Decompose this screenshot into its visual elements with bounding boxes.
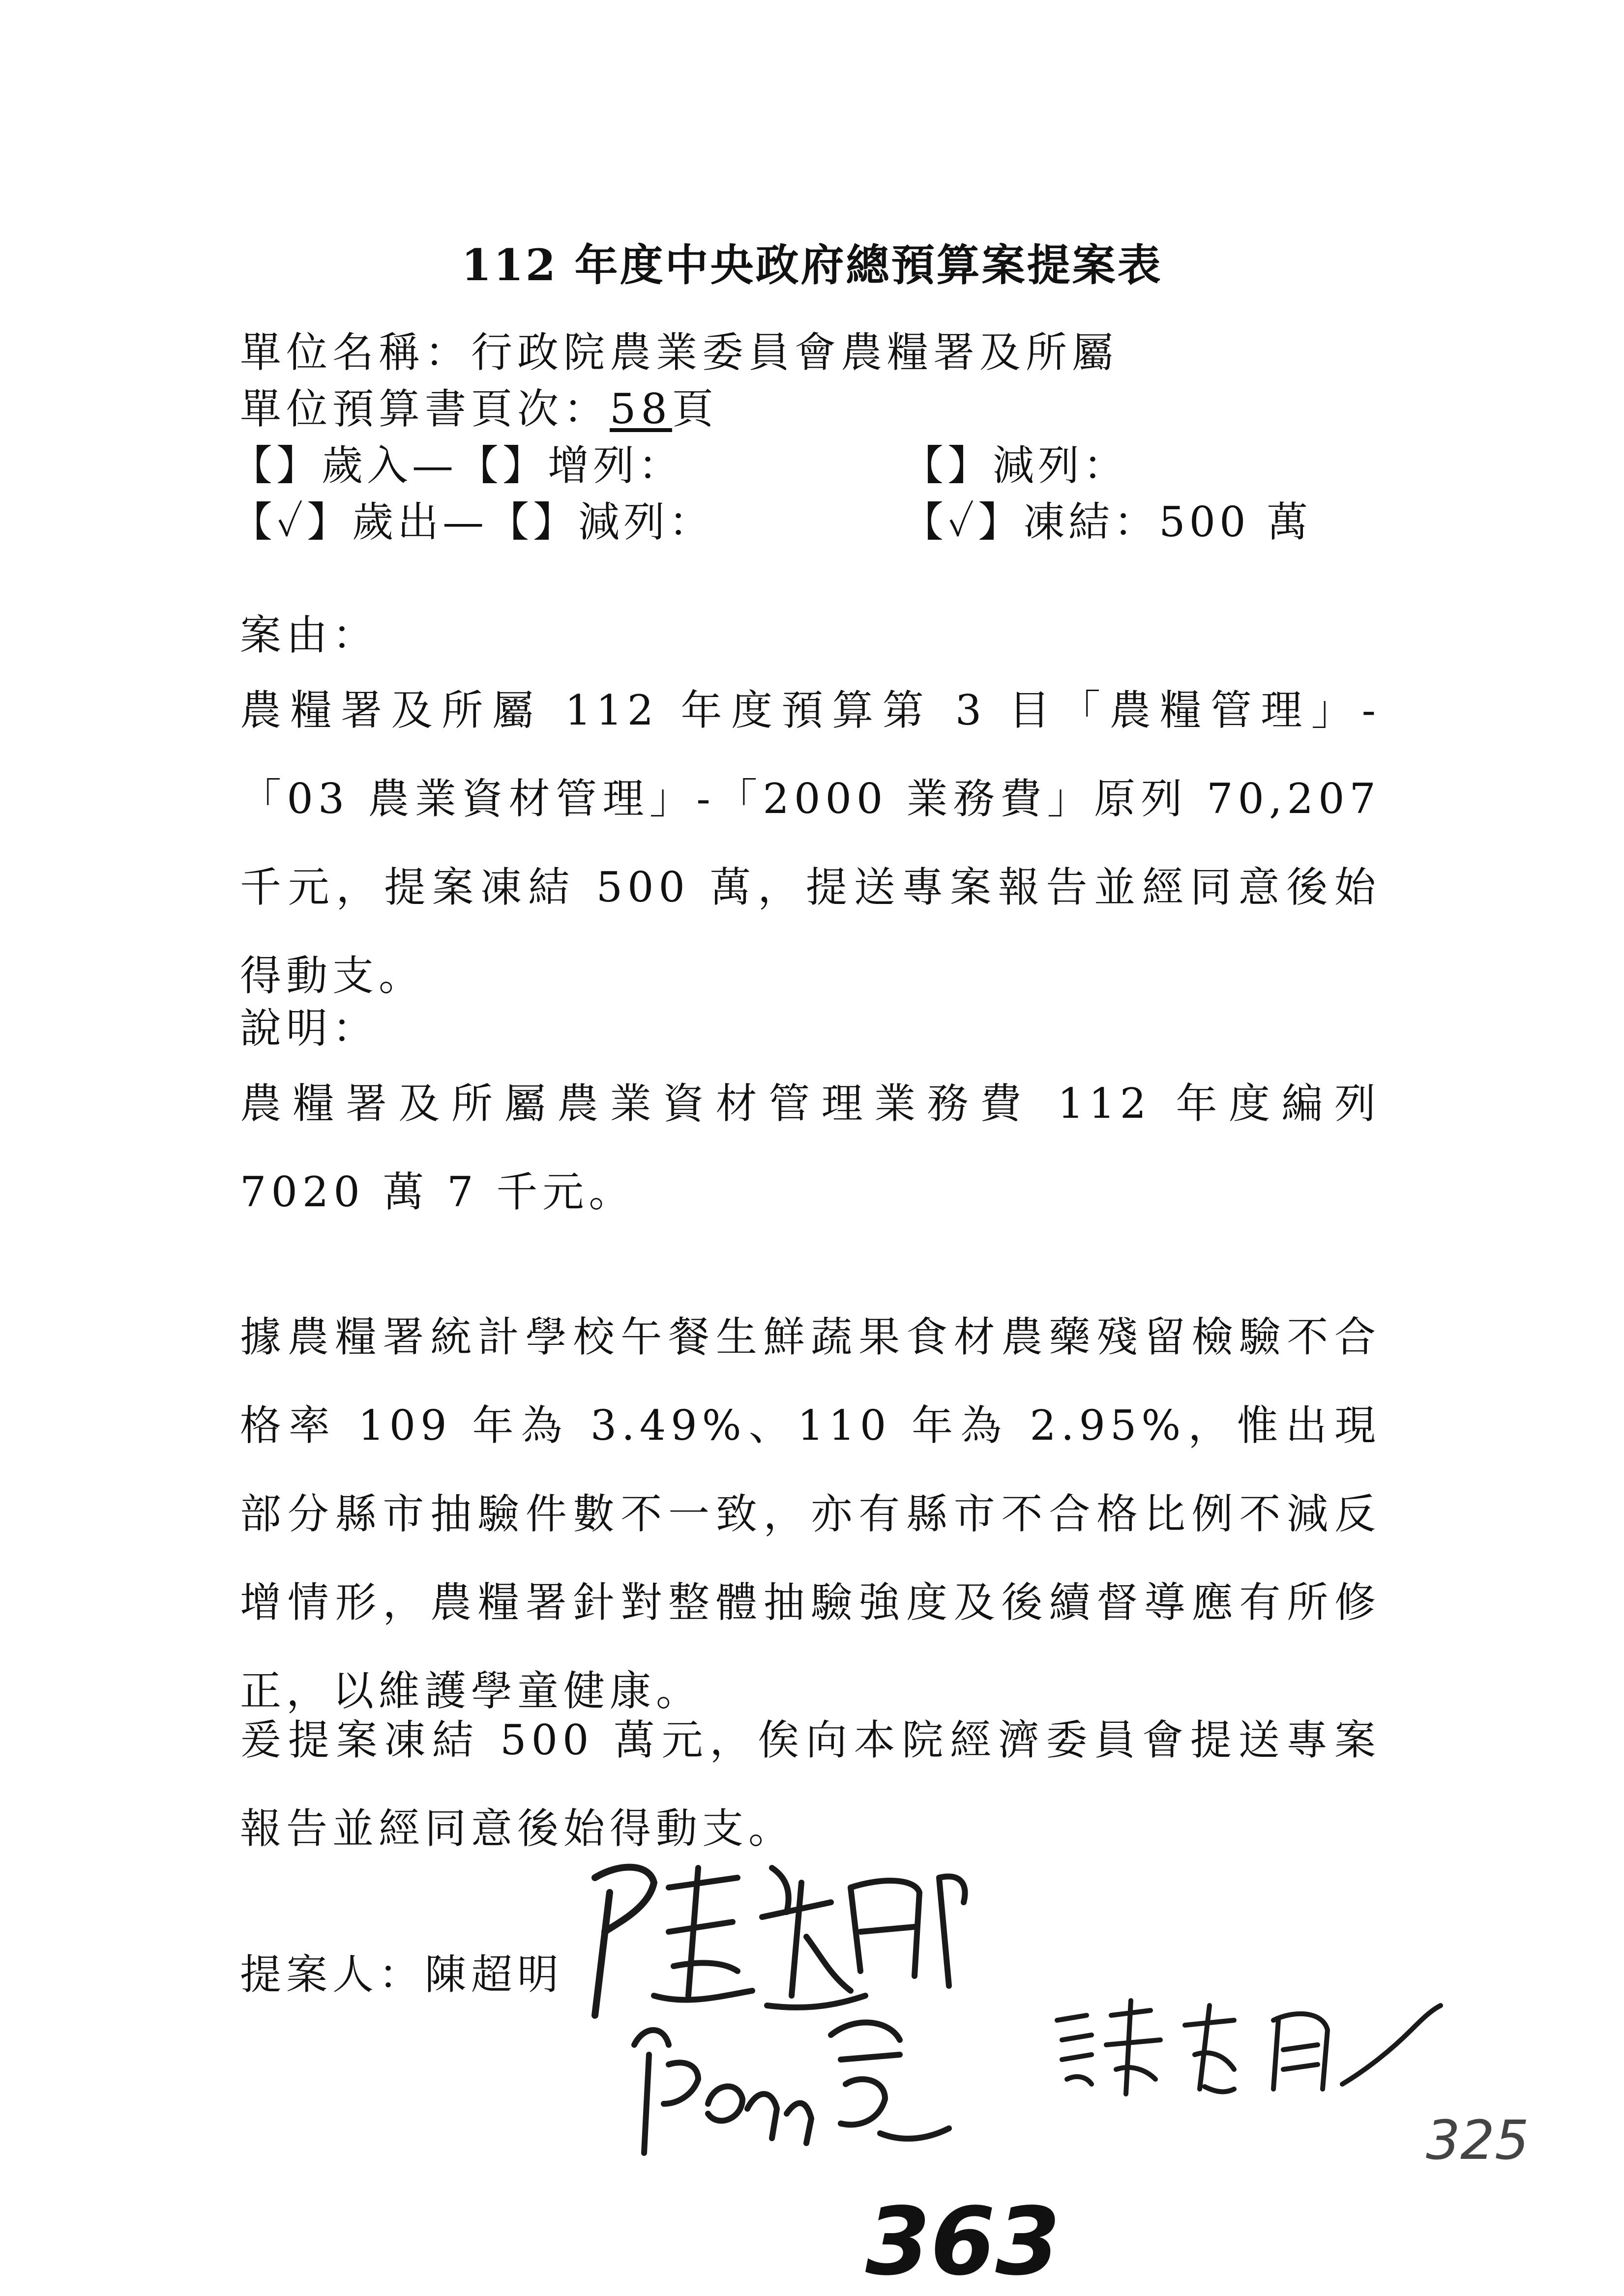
budget-page-suffix: 頁	[672, 385, 718, 433]
handwritten-signature-2	[624, 2005, 959, 2168]
unit-name: 單位名稱：行政院農業委員會農糧署及所屬	[240, 328, 1119, 377]
expenditure-decrease-option: 【✓】歲出—【】減列：	[231, 498, 714, 546]
explanation-paragraph-2: 據農糧署統計學校午餐生鮮蔬果食材農藥殘留檢驗不合格率 109 年為 3.49%、110 年為 2.95%，惟出現部分縣市抽驗件數不一致，亦有縣市不合格比例不減反增情形，農糧署針對整體抽驗強度及後續督導應有所修正，以維護學童健康。	[240, 1313, 1381, 1715]
handwritten-signature-3	[1047, 1991, 1450, 2109]
revenue-decrease-option: 【】減列：	[902, 441, 1129, 490]
proposer-label: 提案人：陳超明	[240, 1950, 564, 1999]
explanation-paragraph-1: 農糧署及所屬農業資材管理業務費 112 年度編列 7020 萬 7 千元。	[240, 1079, 1381, 1216]
case-heading: 案由：	[240, 611, 379, 659]
explanation-paragraph-3: 爰提案凍結 500 萬元，俟向本院經濟委員會提送專案報告並經同意後始得動支。	[240, 1716, 1381, 1853]
budget-page-number: 58	[610, 385, 672, 433]
budget-page-prefix: 單位預算書頁次：	[240, 385, 610, 433]
handwritten-page-number-2: 325	[1426, 2109, 1529, 2172]
budget-page-reference	[240, 376, 718, 436]
handwritten-signature-1	[575, 1848, 978, 2025]
revenue-increase-option: 【】歲入—【】增列：	[231, 441, 684, 490]
handwritten-page-number-1: 363	[865, 2187, 1061, 2296]
explanation-heading: 說明：	[240, 1004, 379, 1052]
case-body: 農糧署及所屬 112 年度預算第 3 目「農糧管理」-「03 農業資材管理」-「2000 業務費」原列 70,207 千元，提案凍結 500 萬，提送專案報告並經同意後始得動支。	[240, 686, 1381, 1000]
page-title: 112 年度中央政府總預算案提案表	[461, 239, 1163, 291]
expenditure-freeze-option: 【✓】凍結：500 萬	[902, 498, 1312, 546]
